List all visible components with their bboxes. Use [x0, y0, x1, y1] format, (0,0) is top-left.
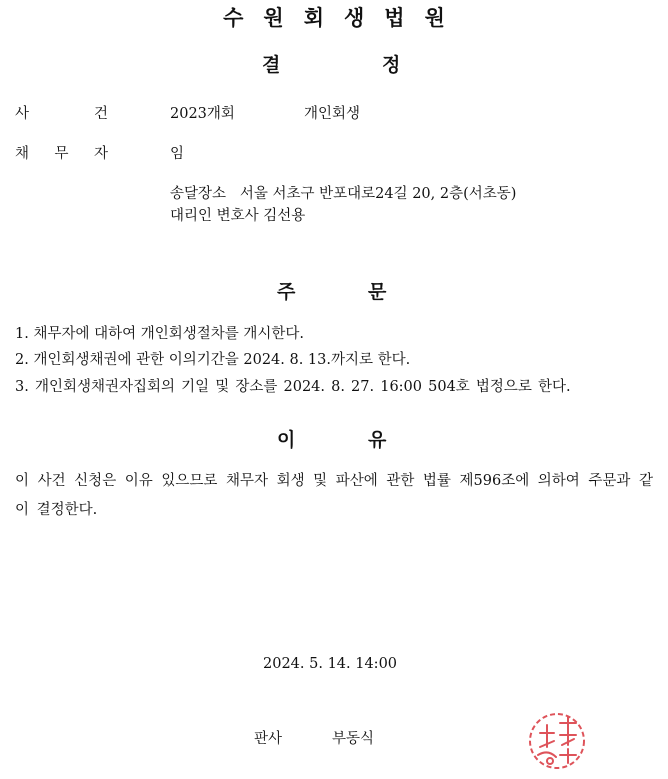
official-seal-icon	[522, 705, 592, 775]
judge-name: 부동식	[332, 731, 375, 747]
order-item: 1. 채무자에 대하여 개인회생절차를 개시한다.	[15, 326, 305, 342]
doc-title-right: 정	[382, 54, 401, 76]
court-name: 수원회생법원	[223, 6, 465, 30]
decision-datetime: 2024. 5. 14. 14:00	[263, 656, 398, 672]
debtor-name: 임	[170, 146, 185, 162]
order-heading-left: 주	[277, 281, 296, 303]
judge-title: 판사	[254, 731, 283, 747]
debtor-address: 송달장소 서울 서초구 반포대로24길 20, 2층(서초동)	[170, 186, 517, 202]
case-label: 사 건	[15, 106, 108, 122]
debtor-agent: 대리인 변호사 김선용	[170, 208, 306, 224]
doc-title-left: 결	[262, 54, 281, 76]
order-item: 3. 개인회생채권자집회의 기일 및 장소를 2024. 8. 27. 16:00 504호 법정으로 한다.	[15, 379, 571, 395]
reason-text: 이 사건 신청은 이유 있으므로 채무자 회생 및 파산에 관한 법률 제596조에 의하여 주문과 같이 결정한다.	[15, 473, 653, 518]
case-type: 개인회생	[304, 106, 361, 122]
debtor-label: 채 무 자	[15, 146, 108, 162]
reason-heading-left: 이	[277, 429, 296, 451]
reason-heading-right: 유	[368, 429, 387, 451]
order-item: 2. 개인회생채권에 관한 이의기간을 2024. 8. 13.까지로 한다.	[15, 352, 411, 368]
order-heading-right: 문	[368, 281, 387, 303]
case-number: 2023개회	[170, 106, 235, 122]
